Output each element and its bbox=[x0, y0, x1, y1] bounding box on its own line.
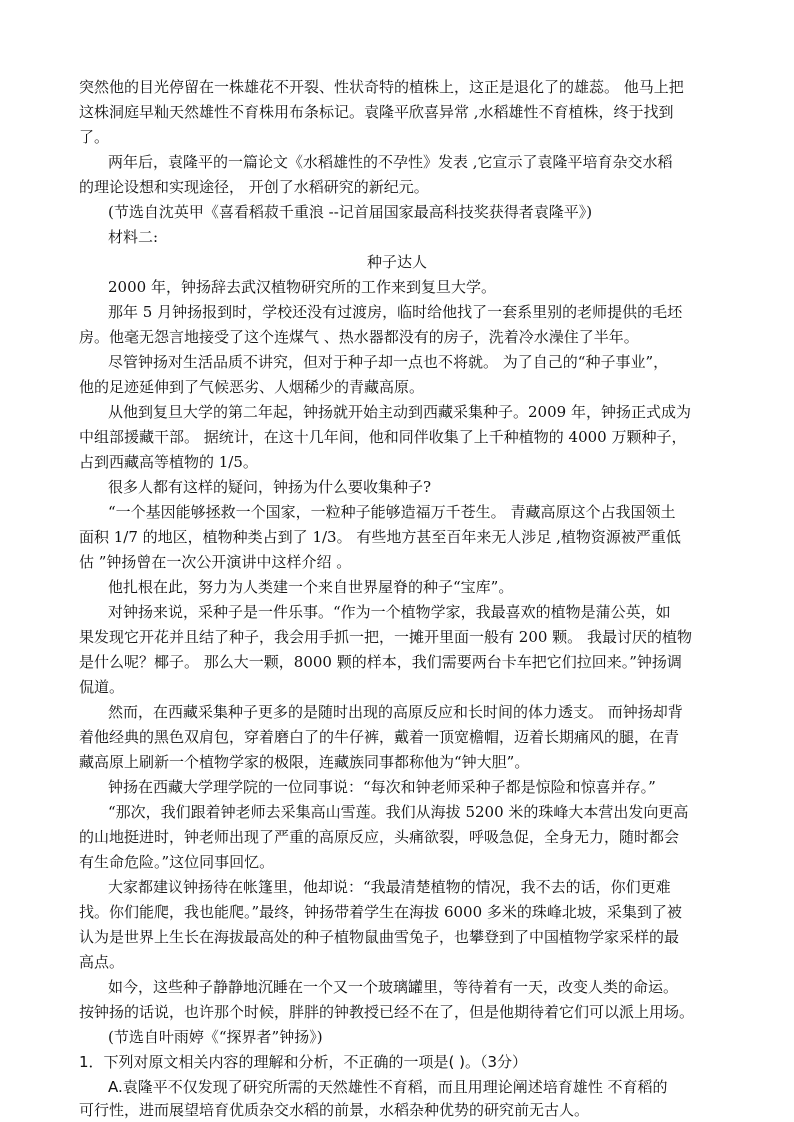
text-line: 按钟扬的话说，也许那个时候，胖胖的钟教授已经不在了，但是他期待着它们可以派上用场。 bbox=[79, 1003, 695, 1021]
source-citation: (节选自叶雨婷《“探界者”钟扬》) bbox=[108, 1028, 323, 1046]
text-line: 中组部援藏干部。 据统计，在这十几年间，他和同伴收集了上千种植物的 4000 万颗种子， bbox=[79, 428, 687, 446]
text-line: 他的足迹延伸到了气候恶劣、人烟稀少的青藏高原。 bbox=[79, 378, 425, 396]
source-citation: (节选自沈英甲《喜看稻菽千重浪 --记首届国家最高科技奖获得者袁隆平》) bbox=[108, 203, 593, 221]
article-title: 种子达人 bbox=[366, 253, 427, 271]
text-line: 两年后，袁隆平的一篇论文《水稻雄性的不孕性》发表 ,它宣示了袁隆平培育杂交水稻 bbox=[108, 153, 673, 171]
text-line: 如今，这些种子静静地沉睡在一个又一个玻璃罐里，等待着有一天，改变人类的命运。 bbox=[108, 978, 679, 996]
text-line: 尽管钟扬对生活品质不讲究，但对于种子却一点也不将就。 为了自己的“种子事业”， bbox=[108, 353, 669, 371]
section-label: 材料二: bbox=[108, 228, 159, 246]
text-line: 了。 bbox=[79, 128, 110, 146]
answer-option-a-continued: 可行性，进而展望培育优质杂交水稻的前景，水稻杂种优势的研究前无古人。 bbox=[79, 1101, 590, 1119]
text-line: 大家都建议钟扬待在帐篷里，他却说：“我最清楚植物的情况，我不去的话，你们更难 bbox=[108, 878, 671, 896]
text-line: 藏高原上刷新一个植物学家的极限，连藏族同事都称他为“钟大胆”。 bbox=[79, 753, 530, 771]
text-line: 那年 5 月钟扬报到时，学校还没有过渡房，临时给他找了一套系里别的老师提供的毛坯 bbox=[108, 303, 683, 321]
text-line: 认为是世界上生长在海拔最高处的种子植物鼠曲雪兔子，也攀登到了中国植物学家采样的最 bbox=[79, 928, 680, 946]
text-line: 他扎根在此，努力为人类建一个来自世界屋脊的种子“宝库”。 bbox=[108, 578, 514, 596]
text-line: 侃道。 bbox=[79, 678, 125, 696]
text-line: 的理论设想和实现途径， 开创了水稻研究的新纪元。 bbox=[79, 178, 429, 196]
text-line: 有生命危险。”这位同事回忆。 bbox=[79, 853, 275, 871]
text-line: 占到西藏高等植物的 1/5。 bbox=[79, 453, 258, 471]
text-line: 从他到复旦大学的第二年起，钟扬就开始主动到西藏采集种子。2009 年，钟扬正式成为 bbox=[108, 403, 691, 421]
text-line: “那次，我们跟着钟老师去采集高山雪莲。我们从海拔 5200 米的珠峰大本营出发向更高 bbox=[108, 803, 689, 821]
text-line: 是什么呢？椰子。 那么大一颗，8000 颗的样本，我们需要两台卡车把它们拉回来。”钟扬调 bbox=[79, 653, 682, 671]
text-line: 很多人都有这样的疑问，钟扬为什么要收集种子? bbox=[108, 478, 432, 496]
text-line: 这株洞庭早籼天然雄性不育株用布条标记。袁隆平欣喜异常 ,水稻雄性不育植株，终于找到 bbox=[79, 103, 674, 121]
text-line: 钟扬在西藏大学理学院的一位同事说：“每次和钟老师采种子都是惊险和惊喜并存。” bbox=[108, 778, 656, 796]
text-line: 对钟扬来说，采种子是一件乐事。“作为一个植物学家，我最喜欢的植物是蒲公英，如 bbox=[108, 603, 671, 621]
text-line: 找。你们能爬，我也能爬。”最终，钟扬带着学生在海拔 6000 多米的珠峰北坡，采集到了被 bbox=[79, 903, 682, 921]
text-line: 果发现它开花并且结了种子，我会用手抓一把，一摊开里面一般有 200 颗。 我最讨厌的植物 bbox=[79, 628, 692, 646]
text-line: “一个基因能够拯救一个国家，一粒种子能够造福万千苍生。 青藏高原这个占我国领土 bbox=[108, 503, 676, 521]
text-line: 2000 年，钟扬辞去武汉植物研究所的工作来到复旦大学。 bbox=[108, 278, 496, 296]
text-line: 着他经典的黑色双肩包，穿着磨白了的牛仔裤，戴着一顶宽檐帽，迈着长期痛风的腿，在青 bbox=[79, 728, 680, 746]
text-line: 突然他的目光停留在一株雄花不开裂、性状奇特的植株上，这正是退化了的雄蕊。 他马上把 bbox=[79, 78, 684, 96]
text-line: 然而，在西藏采集种子更多的是随时出现的高原反应和长时间的体力透支。 而钟扬却背 bbox=[108, 703, 683, 721]
answer-option-a: A.袁隆平不仅发现了研究所需的天然雄性不育稻，而且用理论阐述培育雄性 不育稻的 bbox=[108, 1078, 668, 1096]
text-line: 高点。 bbox=[79, 953, 125, 971]
text-line: 面积 1/7 的地区，植物种类占到了 1/3。 有些地方甚至百年来无人涉足 ,植物资源被严重低 bbox=[79, 528, 681, 546]
text-line: 房。他毫无怨言地接受了这个连煤气 、热水器都没有的房子，洗着冷水澡住了半年。 bbox=[79, 328, 639, 346]
question-stem: 1．下列对原文相关内容的理解和分析，不正确的一项是( )。（3分） bbox=[79, 1053, 528, 1071]
text-line: 的山地挺进时，钟老师出现了严重的高原反应，头痛欲裂，呼吸急促，全身无力，随时都会 bbox=[79, 828, 680, 846]
text-line: 估 ”钟扬曾在一次公开演讲中这样介绍 。 bbox=[79, 553, 352, 571]
